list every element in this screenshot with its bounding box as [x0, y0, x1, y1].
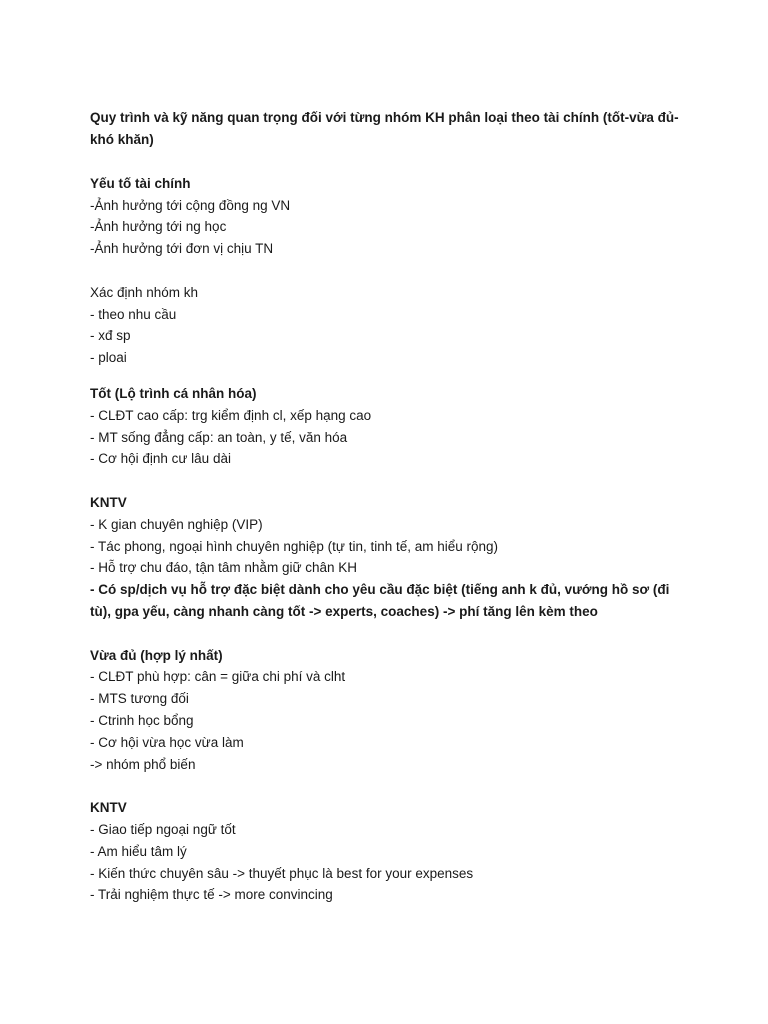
spacer [90, 260, 690, 282]
document-title: Quy trình và kỹ năng quan trọng đối với từng nhóm KH phân loại theo tài chính (tốt-vừa đủ-khó khăn) [90, 110, 679, 147]
good-kntv-bold-item: - Có sp/dịch vụ hỗ trợ đặc biệt dành cho yêu cầu đặc biệt (tiếng anh k đủ, vướng hồ sơ (đi tù), gpa yếu, càng nhanh càng tốt -> experts, coaches) -> phí tăng lên kèm theo [90, 582, 670, 619]
finance-heading: Yếu tố tài chính [90, 175, 191, 191]
good-kntv-item: - K gian chuyên nghiệp (VIP) [90, 516, 263, 532]
good-kntv-heading: KNTV [90, 494, 127, 510]
good-item: - Cơ hội định cư lâu dài [90, 451, 231, 467]
document-page [90, 107, 690, 906]
identify-item: - xđ sp [90, 328, 131, 344]
good-heading: Tốt (Lộ trình cá nhân hóa) [90, 385, 257, 401]
spacer [90, 470, 690, 492]
identify-item: - theo nhu cầu [90, 306, 177, 322]
good-item: - CLĐT cao cấp: trg kiểm định cl, xếp hạng cao [90, 407, 372, 423]
enough-kntv-heading: KNTV [90, 800, 127, 816]
enough-item: - CLĐT phù hợp: cân = giữa chi phí và clht [90, 669, 346, 685]
enough-item: - MTS tương đối [90, 691, 189, 707]
good-item: - MT sống đẳng cấp: an toàn, y tế, văn hóa [90, 429, 348, 445]
enough-item: -> nhóm phổ biến [90, 756, 196, 772]
spacer [90, 623, 690, 645]
enough-item: - Cơ hội vừa học vừa làm [90, 734, 244, 750]
finance-item: -Ảnh hưởng tới cộng đồng ng VN [90, 197, 291, 213]
enough-kntv-item: - Trải nghiệm thực tế -> more convincing [90, 887, 333, 903]
identify-heading: Xác định nhóm kh [90, 284, 199, 300]
enough-kntv-item: - Giao tiếp ngoại ngữ tốt [90, 821, 236, 837]
spacer [90, 151, 690, 173]
spacer [90, 369, 690, 383]
identify-item: - ploai [90, 350, 127, 366]
good-kntv-item: - Hỗ trợ chu đáo, tận tâm nhằm giữ chân KH [90, 560, 358, 576]
enough-kntv-item: - Am hiểu tâm lý [90, 843, 187, 859]
finance-item: -Ảnh hưởng tới ng học [90, 219, 227, 235]
good-kntv-item: - Tác phong, ngoại hình chuyên nghiệp (tự tin, tinh tế, am hiểu rộng) [90, 538, 499, 554]
enough-kntv-item: - Kiến thức chuyên sâu -> thuyết phục là best for your expenses [90, 865, 474, 881]
spacer [90, 775, 690, 797]
finance-item: -Ảnh hưởng tới đơn vị chịu TN [90, 241, 274, 257]
enough-item: - Ctrinh học bổng [90, 712, 194, 728]
enough-heading: Vừa đủ (hợp lý nhất) [90, 647, 223, 663]
